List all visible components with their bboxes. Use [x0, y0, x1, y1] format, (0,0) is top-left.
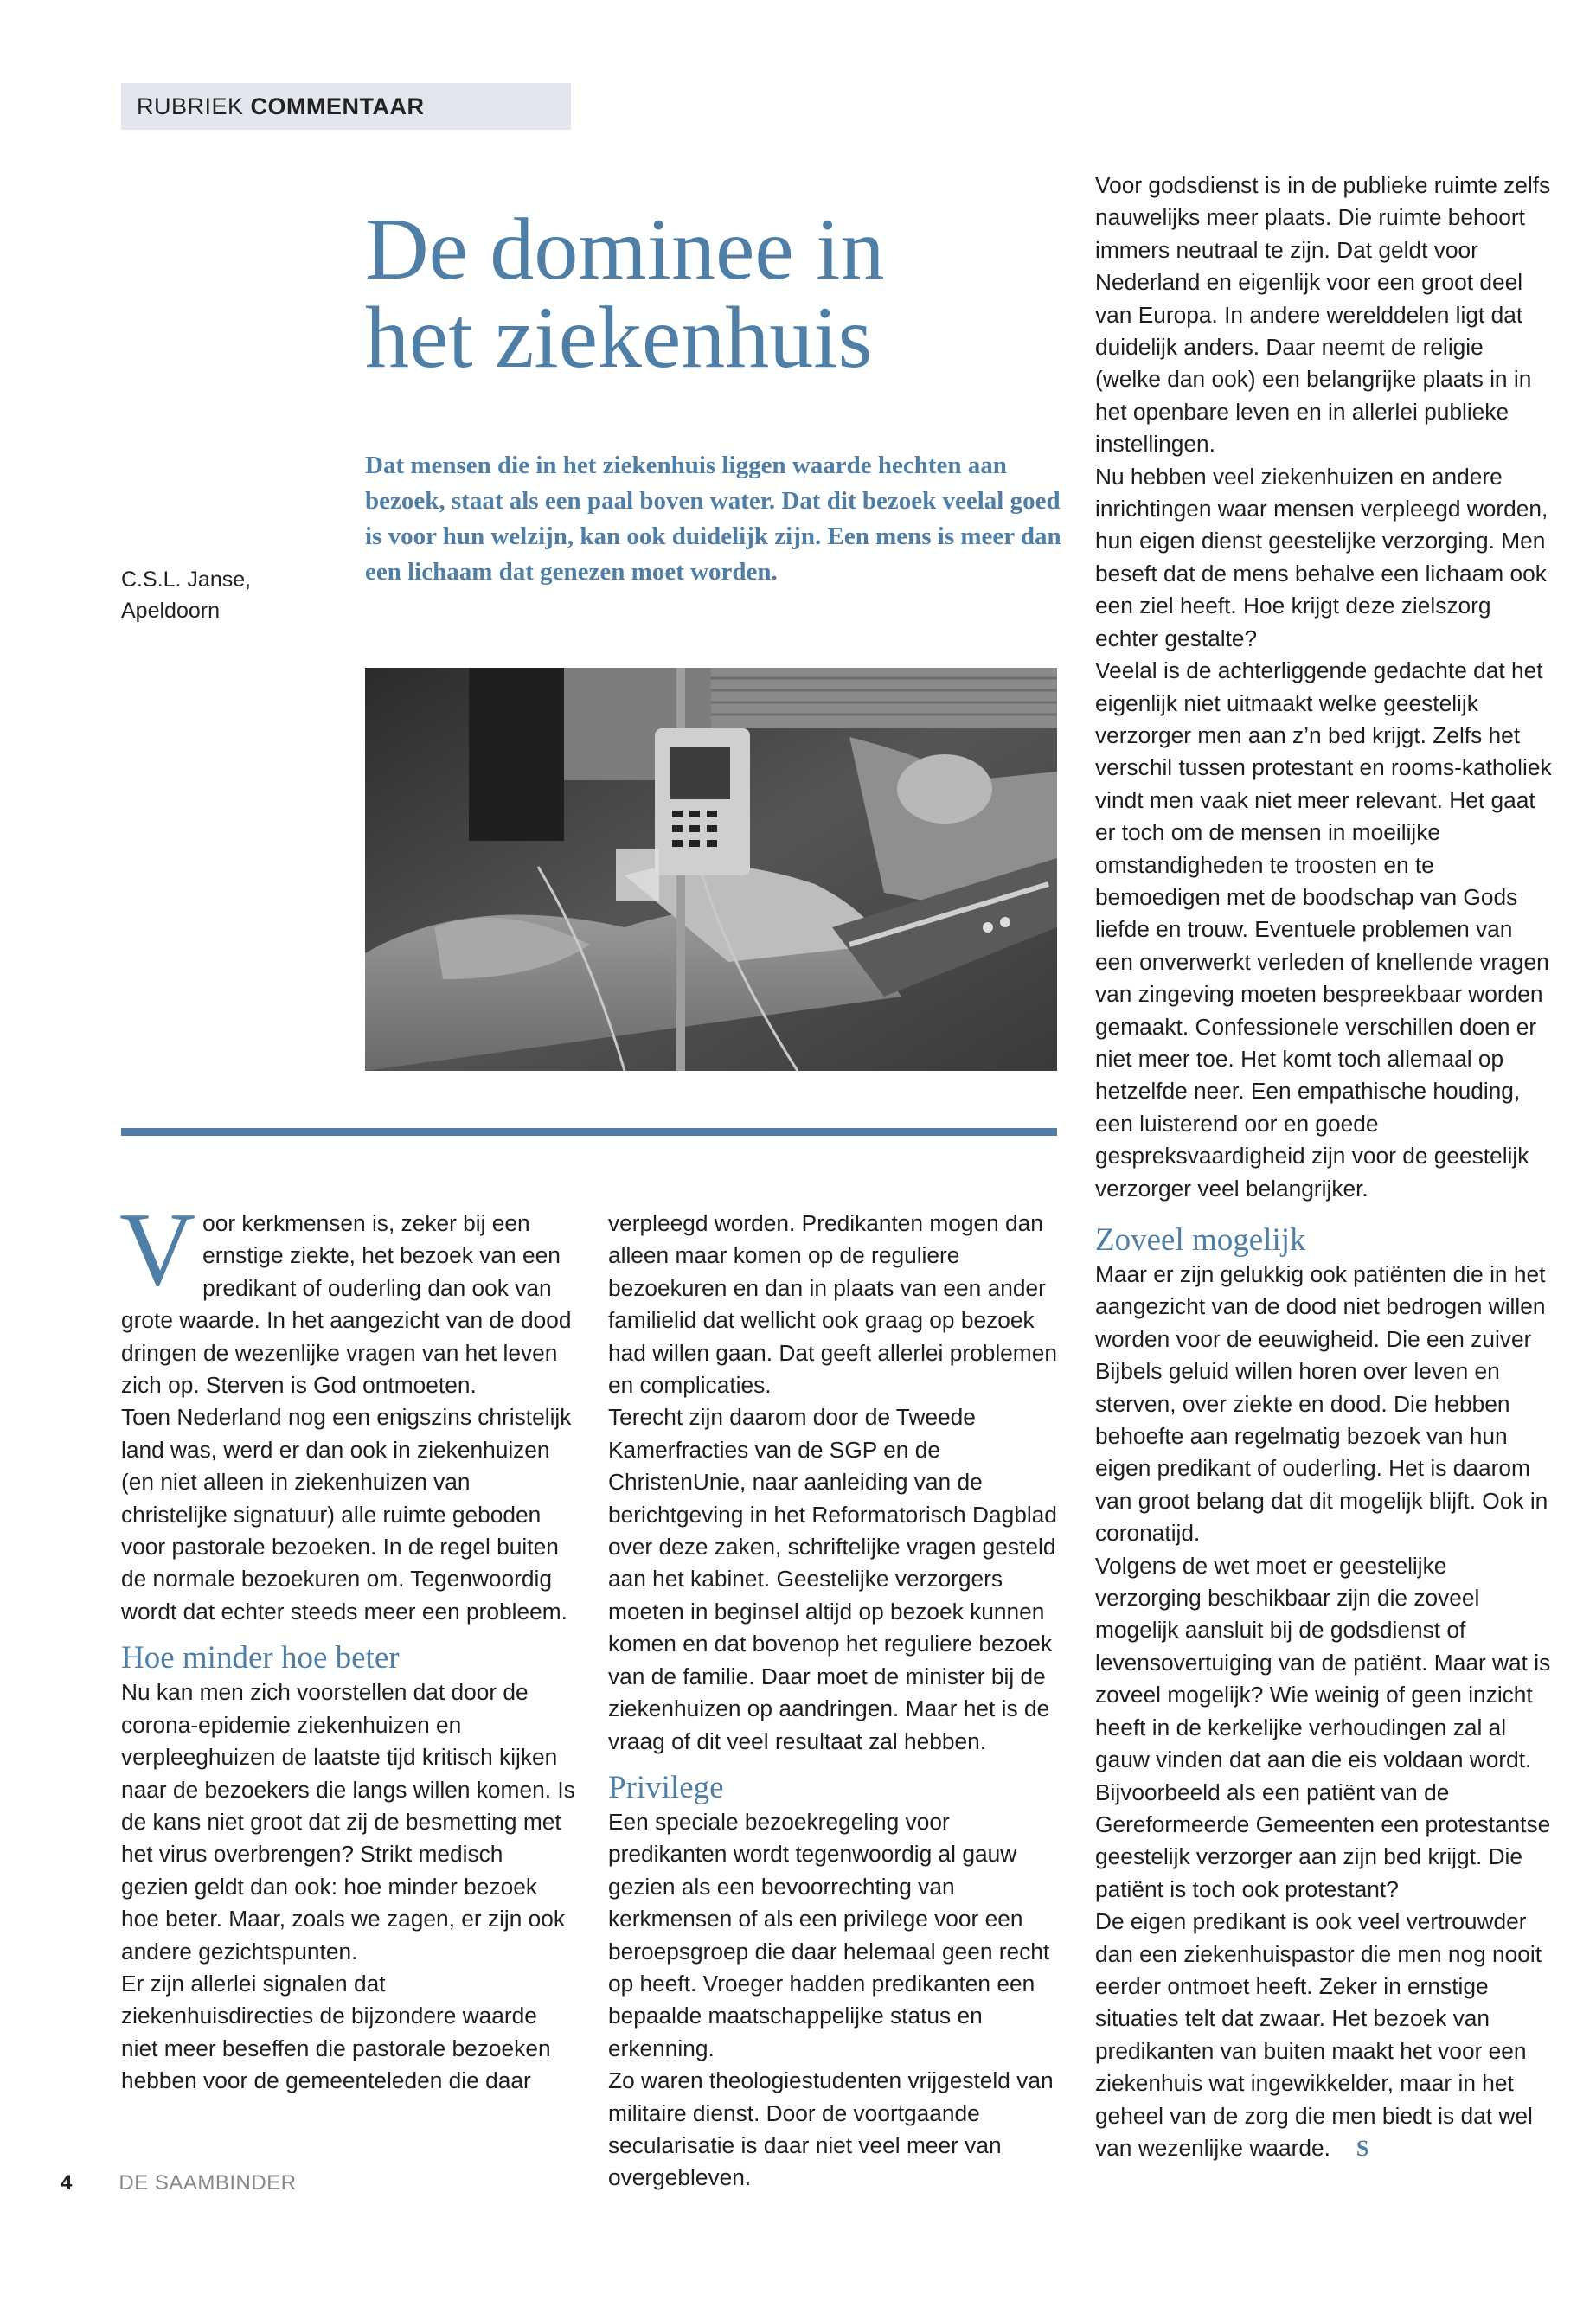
- paragraph: Veelal is de achterliggende gedachte dat het eigenlijk niet uitmaakt welke geestelijk verzorger men aan z’n bed krijgt. Zelfs het verschil tussen protestant en rooms-katholiek vindt men vaak niet meer relevant. Het gaat er toch om de mensen in moeilijke omstandigheden te troosten en te bemoedigen met de boodschap van Gods liefde en trouw. Eventuele problemen van een onverwerkt verleden of knellende vragen van zingeving moeten bespreekbaar worden gemaakt. Confessionele verschillen doen er niet meer toe. Het komt toch allemaal op hetzelfde neer. Een empathische houding, een luisterend oor en goede gespreksvaardigheid zijn voor de geestelijk verzorger veel belangrijker.: [1095, 657, 1552, 1202]
- rubric-name: COMMENTAAR: [250, 93, 425, 119]
- subheading-hoe-minder-hoe-beter: Hoe minder hoe beter: [121, 1640, 400, 1676]
- article-title: [365, 201, 1057, 387]
- page-number: 4: [61, 2171, 73, 2195]
- subheading-privilege: Privilege: [608, 1769, 724, 1805]
- article-lead: Dat mensen die in het ziekenhuis liggen waarde hechten aan bezoek, staat als een paal boven water. Dat dit bezoek veelal goed is voor hun welzijn, kan ook duidelijk zijn. Een mens is meer dan een lichaam dat genezen moet worden.: [365, 452, 1061, 586]
- end-mark-icon: S: [1356, 2135, 1369, 2161]
- paragraph: [119, 1191, 576, 1401]
- paragraph: Volgens de wet moet er geestelijke verzorging beschikbaar zijn die zoveel mogelijk aansluit bij de godsdienst of levensovertuiging van de patiënt. Maar wat is zoveel mogelijk? Wie weinig of geen inzicht heeft in de kerkelijke verhoudingen zal al gauw vinden dat aan die eis voldaan wordt. Bijvoorbeeld als een patiënt van de Gereformeerde Gemeenten een protestantse geestelijk verzorger aan zijn bed krijgt. Die patiënt is toch ook protestant?: [1095, 1552, 1551, 1902]
- body-column-2: [608, 1208, 1063, 2195]
- hospital-bed-illustration: [365, 668, 1057, 1071]
- page-footer: [61, 2171, 297, 2195]
- paragraph: Voor godsdienst is in de publieke ruimte zelfs nauwelijks meer plaats. Die ruimte behoort immers neutraal te zijn. Dat geldt voor Nederland en eigenlijk voor een groot deel van Europa. In andere werelddelen ligt dat duidelijk anders. Daar neemt de religie (welke dan ook) een belangrijke plaats in in het openbare leven en in allerlei publieke instellingen.: [1095, 172, 1551, 458]
- rubric-label: [121, 83, 571, 130]
- paragraph-text: De eigen predikant is ook veel vertrouwder dan een ziekenhuispastor die men nog nooit eerder ontmoet heeft. Zeker in ernstige situaties telt dat zwaar. Het bezoek van predikanten van buiten maakt het voor een ziekenhuis wat ingewikkelder, maar in het geheel van de zorg die men biedt is dat wel van wezenlijke waarde.: [1095, 1908, 1542, 2161]
- magazine-name: DE SAAMBINDER: [119, 2171, 297, 2195]
- author-place: Apeldoorn: [121, 599, 220, 623]
- title-line-1: De dominee in: [365, 201, 885, 298]
- paragraph: Nu hebben veel ziekenhuizen en andere inrichtingen waar mensen verpleegd worden, hun eigen dienst geestelijke verzorging. Men beseft dat de mens behalve een lichaam ook een ziel heeft. Hoe krijgt deze zielszorg echter gestalte?: [1095, 463, 1548, 651]
- paragraph: Zo waren theologiestudenten vrijgesteld van militaire dienst. Door de voortgaande secularisatie is daar niet veel meer van overgebleven.: [608, 2067, 1054, 2191]
- paragraph: verpleegd worden. Predikanten mogen dan alleen maar komen op de reguliere bezoekuren en dan in plaats van een ander familielid dat wellicht ook graag op bezoek had willen gaan. Dat geeft allerlei problemen en complicaties.: [608, 1210, 1057, 1399]
- section-divider: [121, 1128, 1057, 1136]
- paragraph: Toen Nederland nog een enigszins christelijk land was, werd er dan ook in ziekenhuizen (en niet alleen in ziekenhuizen van christelijke signatuur) alle ruimte geboden voor pastorale bezoeken. In de regel buiten de normale bezoekuren om. Tegenwoordig wordt dat echter steeds meer een probleem.: [121, 1404, 572, 1625]
- paragraph: Er zijn allerlei signalen dat ziekenhuisdirecties de bijzondere waarde niet meer beseffen die pastorale bezoeken hebben voor de gemeenteleden die daar: [121, 1970, 551, 2094]
- paragraph: Terecht zijn daarom door de Tweede Kamerfracties van de SGP en de ChristenUnie, naar aanleiding van de berichtgeving in het Reformatorisch Dagblad over deze zaken, schriftelijke vragen gesteld aan het kabinet. Geestelijke verzorgers moeten in beginsel altijd op bezoek kunnen komen en dat bovenop het reguliere bezoek van de familie. Daar moet de minister bij de ziekenhuizen op aandringen. Maar het is de vraag of dit veel resultaat zal hebben.: [608, 1404, 1057, 1754]
- subheading-zoveel-mogelijk: Zoveel mogelijk: [1095, 1222, 1306, 1258]
- paragraph: Nu kan men zich voorstellen dat door de corona-epidemie ziekenhuizen en verpleeghuizen de laatste tijd kritisch kijken naar de bezoekers die langs willen komen. Is de kans niet groot dat zij de besmetting met het virus overbrengen? Strikt medisch gezien geldt dan ook: hoe minder bezoek hoe beter. Maar, zoals we zagen, er zijn ook andere gezichtspunten.: [121, 1679, 575, 1965]
- title-line-2: het ziekenhuis: [365, 289, 873, 387]
- body-column-1: [119, 1191, 576, 2098]
- body-column-3: [1095, 170, 1554, 2164]
- paragraph: [1095, 1906, 1554, 2164]
- drop-cap: V: [119, 1191, 196, 1308]
- author-name: C.S.L. Janse,: [121, 567, 252, 592]
- paragraph-text: oor kerkmensen is, zeker bij een ernstige ziekte, het bezoek van een predikant of ouderling dan ook van grote waarde. In het aangezicht van de dood dringen de wezenlijke vragen van het leven zich op. Sterven is God ontmoeten.: [121, 1210, 572, 1399]
- paragraph: Maar er zijn gelukkig ook patiënten die in het aangezicht van de dood niet bedrogen willen worden voor de eeuwigheid. Die een zuiver Bijbels geluid willen horen over leven en sterven, over ziekte en dood. Die hebben behoefte aan regelmatig bezoek van hun eigen predikant of ouderling. Het is daarom van groot belang dat dit mogelijk blijft. Ook in coronatijd.: [1095, 1261, 1548, 1547]
- author-byline: [121, 564, 329, 626]
- hospital-photo: [365, 668, 1057, 1071]
- paragraph: Een speciale bezoekregeling voor predikanten wordt tegenwoordig al gauw gezien als een bevoorrechting van kerkmensen of als een privilege voor een beroepsgroep die daar helemaal geen recht op heeft. Vroeger hadden predikanten een bepaalde maatschappelijke status en erkenning.: [608, 1808, 1050, 2061]
- rubric-prefix: RUBRIEK: [137, 93, 244, 119]
